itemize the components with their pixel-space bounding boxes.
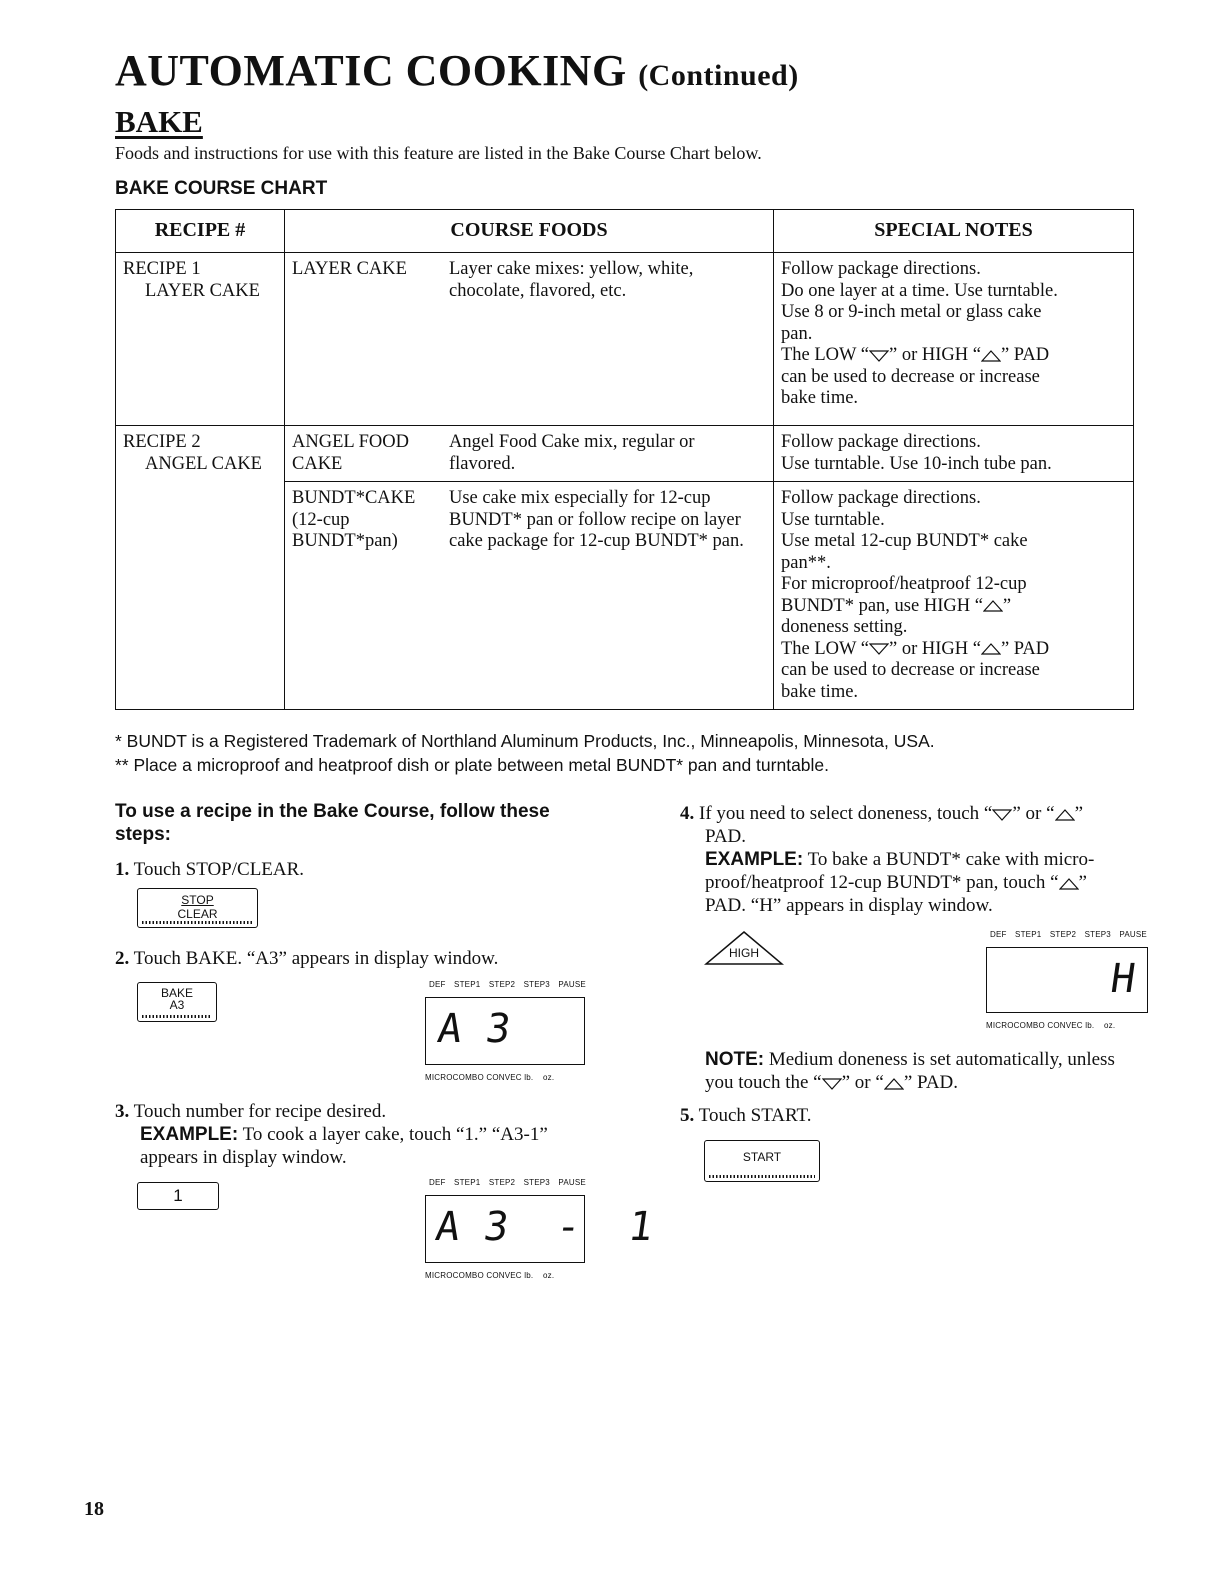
step-5	[680, 1104, 811, 1127]
table-header-row	[116, 210, 1134, 253]
step-text: appears in display window.	[140, 1147, 347, 1168]
course-foods-cell	[285, 482, 774, 710]
intro-text: Foods and instructions for use with this feature are listed in the Bake Course Chart below.	[115, 143, 762, 163]
low-pad-icon	[869, 643, 889, 655]
step-number: 3.	[115, 1101, 130, 1122]
food-desc-line: chocolate, flavored, etc.	[449, 280, 627, 301]
label-step1: STEP1	[454, 1178, 481, 1187]
display-top-labels	[425, 980, 585, 989]
course-foods-cell	[285, 253, 774, 426]
note-line	[781, 639, 1126, 661]
note-fragment: ” PAD	[1000, 638, 1050, 659]
step-text: To cook a layer cake, touch “1.” “A3-1”	[238, 1124, 548, 1145]
title-text: AUTOMATIC COOKING	[115, 46, 627, 95]
high-pad-icon	[981, 643, 1001, 655]
note-fragment: ” PAD	[1000, 345, 1050, 365]
label-step3: STEP3	[523, 980, 550, 989]
note-line: pan.	[781, 323, 813, 344]
step-number: 2.	[115, 948, 130, 969]
label-combo: COMBO	[452, 1271, 484, 1280]
note-line: Use turntable.	[781, 509, 885, 530]
label-pause: PAUSE	[1119, 930, 1147, 939]
note-text: ” PAD.	[903, 1072, 959, 1093]
note-fragment: ”	[1002, 595, 1012, 616]
high-pad-icon	[884, 1078, 904, 1090]
recipe-name: ANGEL CAKE	[145, 453, 262, 474]
food-name	[292, 432, 449, 475]
label-convec: CONVEC	[486, 1073, 522, 1082]
label-oz: oz.	[542, 1073, 555, 1082]
step-text: ” or “	[1012, 803, 1055, 824]
step-text: proof/heatproof 12-cup BUNDT* pan, touch “	[705, 872, 1059, 893]
recipe-number: RECIPE 2	[123, 432, 201, 452]
chart-heading: BAKE COURSE CHART	[115, 178, 328, 199]
section-title: BAKE	[115, 104, 203, 139]
label-lb: lb.	[1085, 1021, 1095, 1030]
step-text: Touch START.	[698, 1105, 812, 1126]
label-combo: COMBO	[452, 1073, 484, 1082]
label-step2: STEP2	[488, 1178, 516, 1187]
step-1	[115, 858, 304, 881]
label-convec: CONVEC	[1047, 1021, 1083, 1030]
label-step2: STEP2	[1049, 930, 1077, 939]
note-fragment: BUNDT* pan, use HIGH “	[781, 595, 983, 616]
page-number: 18	[84, 1498, 104, 1520]
display-bottom-labels	[425, 1073, 585, 1082]
note-line: Follow package directions.	[781, 488, 981, 508]
header-recipe: RECIPE #	[116, 210, 285, 253]
food-name-line: ANGEL FOOD	[292, 432, 409, 452]
recipe-cell	[116, 253, 285, 426]
step-text: Touch STOP/CLEAR.	[133, 859, 305, 880]
pad-texture	[142, 921, 253, 924]
page-title	[115, 45, 799, 96]
display-screen	[425, 1195, 656, 1263]
note-label: NOTE:	[705, 1049, 765, 1070]
special-notes-cell	[774, 426, 1134, 482]
high-pad-icon	[983, 600, 1003, 612]
pad-texture	[709, 1175, 815, 1178]
step-text: ”	[1078, 872, 1087, 893]
label-oz: oz.	[1103, 1021, 1116, 1030]
food-name-line: (12-cup	[292, 509, 350, 530]
note-line: Use turntable. Use 10-inch tube pan.	[781, 453, 1052, 474]
note-line: Follow package directions.	[781, 259, 981, 279]
recipe-cell	[116, 426, 285, 710]
display-readout: A 3	[434, 1006, 514, 1052]
pad-label: 1	[173, 1186, 183, 1205]
food-name-line: BUNDT*CAKE	[292, 488, 416, 508]
high-pad-icon	[1059, 878, 1079, 890]
display-screen	[986, 947, 1148, 1013]
number-1-pad[interactable]	[137, 1182, 219, 1210]
label-micro: MICRO	[986, 1021, 1014, 1030]
label-def: DEF	[429, 980, 446, 989]
bake-course-chart	[115, 209, 1134, 710]
example-label: EXAMPLE:	[705, 849, 804, 870]
table-row	[116, 253, 1134, 426]
high-pad[interactable]	[704, 930, 784, 966]
step-number: 1.	[115, 859, 130, 880]
label-step2: STEP2	[488, 980, 516, 989]
step-text: PAD.	[705, 826, 747, 847]
label-pause: PAUSE	[558, 980, 586, 989]
step-number: 5.	[680, 1105, 695, 1126]
food-name	[292, 488, 449, 553]
label-micro: MICRO	[425, 1271, 453, 1280]
label-lb: lb.	[524, 1271, 534, 1280]
step-number: 4.	[680, 803, 695, 824]
label-step3: STEP3	[523, 1178, 550, 1187]
food-desc-line: Use cake mix especially for 12-cup	[449, 488, 711, 508]
step-2	[115, 947, 498, 970]
step-text: If you need to select doneness, touch “	[699, 803, 993, 824]
low-pad-icon	[822, 1078, 842, 1090]
note-line	[781, 596, 1126, 618]
recipe-number: RECIPE 1	[123, 259, 201, 279]
note-fragment: ” or HIGH “	[889, 638, 981, 659]
low-pad-icon	[992, 809, 1012, 821]
step-3	[115, 1100, 548, 1169]
note-paragraph	[705, 1048, 1150, 1094]
high-pad-icon	[1055, 809, 1075, 821]
note-line: doneness setting.	[781, 617, 908, 637]
display-bottom-labels	[986, 1021, 1148, 1030]
label-combo: COMBO	[1013, 1021, 1045, 1030]
note-line: Do one layer at a time. Use turntable.	[781, 280, 1058, 301]
label-step1: STEP1	[1015, 930, 1042, 939]
display-top-labels	[425, 1178, 585, 1187]
display-readout: A 3 - 1	[432, 1204, 656, 1250]
food-description	[449, 432, 766, 475]
step-text: Touch BAKE. “A3” appears in display window.	[133, 948, 499, 969]
example-label: EXAMPLE:	[140, 1124, 239, 1145]
steps-left-column	[115, 800, 656, 1280]
display-window-h	[986, 930, 1148, 1030]
steps-heading-line: To use a recipe in the Bake Course, follow these	[115, 801, 550, 822]
display-screen	[425, 997, 585, 1065]
step-text: Touch number for recipe desired.	[133, 1101, 387, 1122]
note-fragment: The LOW “	[781, 638, 870, 659]
label-convec: CONVEC	[486, 1271, 522, 1280]
pad-label: A3	[169, 998, 185, 1012]
food-description	[449, 488, 766, 553]
display-readout: H	[1107, 956, 1139, 1002]
note-line: pan**.	[781, 552, 831, 573]
low-pad-icon	[869, 350, 889, 362]
food-name-line: CAKE	[292, 453, 343, 474]
label-step1: STEP1	[454, 980, 481, 989]
display-window-a3	[425, 980, 585, 1082]
note-text: you touch the “	[705, 1072, 822, 1093]
table-row	[116, 426, 1134, 482]
special-notes-cell	[774, 482, 1134, 710]
step-4	[680, 802, 1150, 917]
food-desc-line: flavored.	[449, 453, 516, 474]
food-desc-line: Angel Food Cake mix, regular or	[449, 432, 695, 452]
footnote-trademark: * BUNDT is a Registered Trademark of Northland Aluminum Products, Inc., Minneapolis, Minnesota, USA.	[115, 731, 935, 751]
display-bottom-labels	[425, 1271, 585, 1280]
food-description	[449, 259, 766, 302]
note-text: ” or “	[841, 1072, 884, 1093]
note-line	[781, 345, 1126, 367]
food-name: LAYER CAKE	[292, 259, 407, 279]
note-line: Follow package directions.	[781, 432, 981, 452]
steps-heading-line: steps:	[115, 824, 171, 845]
footnote-dish: ** Place a microproof and heatproof dish or plate between metal BUNDT* pan and turntable.	[115, 755, 830, 775]
note-fragment: ” or HIGH “	[889, 345, 981, 365]
label-def: DEF	[990, 930, 1007, 939]
step-text: To bake a BUNDT* cake with micro-	[803, 849, 1095, 870]
note-fragment: The LOW “	[781, 345, 870, 365]
header-course-foods: COURSE FOODS	[285, 210, 774, 253]
note-line: bake time.	[781, 681, 859, 702]
stop-clear-pad[interactable]	[137, 888, 258, 928]
pad-label: BAKE	[160, 986, 193, 1000]
food-name-line: BUNDT*pan)	[292, 531, 398, 551]
pad-texture	[142, 1015, 212, 1018]
display-top-labels	[986, 930, 1148, 939]
pad-label: START	[742, 1150, 782, 1164]
step-text: ”	[1074, 803, 1083, 824]
bake-pad[interactable]	[137, 982, 217, 1022]
header-special-notes: SPECIAL NOTES	[774, 210, 1134, 253]
note-line: can be used to decrease or increase	[781, 660, 1040, 680]
display-window-a3-1	[425, 1178, 656, 1280]
title-continued: (Continued)	[638, 59, 799, 92]
step-text: PAD. “H” appears in display window.	[705, 895, 993, 916]
label-lb: lb.	[524, 1073, 534, 1082]
label-micro: MICRO	[425, 1073, 453, 1082]
start-pad[interactable]	[704, 1140, 820, 1182]
pad-label: HIGH	[729, 946, 759, 960]
label-pause: PAUSE	[558, 1178, 586, 1187]
special-notes-cell	[774, 253, 1134, 426]
food-desc-line: Layer cake mixes: yellow, white,	[449, 259, 694, 279]
note-line: Use 8 or 9-inch metal or glass cake	[781, 302, 1042, 322]
note-line: bake time.	[781, 388, 859, 408]
note-line: can be used to decrease or increase	[781, 366, 1040, 387]
high-pad-icon	[981, 350, 1001, 362]
recipe-name: LAYER CAKE	[145, 280, 260, 301]
label-step3: STEP3	[1084, 930, 1111, 939]
note-line: For microproof/heatproof 12-cup	[781, 574, 1027, 594]
food-desc-line: cake package for 12-cup BUNDT* pan.	[449, 531, 744, 551]
course-foods-cell	[285, 426, 774, 482]
label-oz: oz.	[542, 1271, 555, 1280]
label-def: DEF	[429, 1178, 446, 1187]
steps-heading	[115, 800, 595, 846]
note-text: Medium doneness is set automatically, unless	[764, 1049, 1115, 1070]
food-desc-line: BUNDT* pan or follow recipe on layer	[449, 509, 741, 530]
note-line: Use metal 12-cup BUNDT* cake	[781, 531, 1028, 551]
pad-label: STOP	[181, 893, 214, 907]
pad-label: CLEAR	[177, 907, 218, 921]
